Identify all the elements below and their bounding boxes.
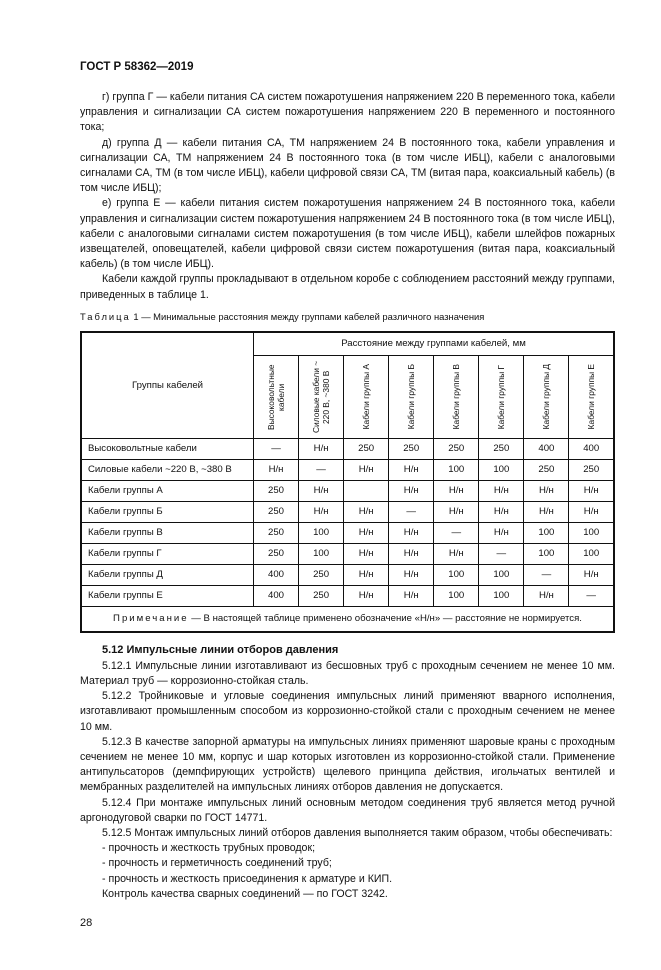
table-cell: 250 [254, 522, 299, 543]
table-row [81, 522, 614, 543]
table-cell: Н/н [479, 501, 524, 522]
row-label: Кабели группы Д [81, 564, 254, 585]
row-label: Кабели группы Б [81, 501, 254, 522]
table-cell: Н/н [569, 564, 614, 585]
table-cell: — [434, 522, 479, 543]
table-cell: Н/н [344, 522, 389, 543]
table-cell: 100 [524, 522, 569, 543]
row-label: Кабели группы Г [81, 543, 254, 564]
row-label: Кабели группы Е [81, 585, 254, 606]
table-cell: Н/н [434, 501, 479, 522]
table-cell: Н/н [344, 543, 389, 564]
paragraph: Кабели каждой группы прокладывают в отдельном коробе с соблюдением расстояний между группами, приведенных в таблице 1. [80, 273, 615, 301]
table-cell: — [389, 501, 434, 522]
table-cell: 250 [524, 459, 569, 480]
col-header [344, 355, 389, 438]
note-row [81, 606, 614, 632]
table-row [81, 564, 614, 585]
table-cell: — [479, 543, 524, 564]
list-item: - прочность и жесткость трубных проводок; [102, 842, 316, 855]
note-text: — В настоящей таблице применено обозначение «Н/н» — расстояние не нормируется. [188, 612, 582, 624]
table-row [81, 459, 614, 480]
table-caption [80, 311, 615, 323]
table-cell: — [299, 459, 344, 480]
table-cell: Н/н [299, 438, 344, 459]
table-cell: 400 [254, 564, 299, 585]
table-cell: Н/н [389, 564, 434, 585]
col-header-label: Кабели группы Д [541, 364, 552, 430]
table-cell: Н/н [389, 522, 434, 543]
table-cell: — [569, 585, 614, 606]
table-cell: Н/н [479, 480, 524, 501]
paragraph: 5.12.3 В качестве запорной арматуры на импульсных линиях применяют шаровые краны с проходным сечением не менее 10 мм, корпус и шар которых изготовлен из коррозионно-стойкой стали. Применение антипульсаторов (демпфирующих устройств) щелевого принципа действия, игольчатых вентилей и мембранных разделителей на импульсных линиях отборов давления не допускается. [80, 735, 615, 794]
table-cell: Н/н [344, 585, 389, 606]
table-cell [344, 480, 389, 501]
table-cell: Н/н [389, 543, 434, 564]
table-cell: Н/н [344, 459, 389, 480]
cable-distance-table [80, 331, 615, 633]
table-cell: Н/н [479, 522, 524, 543]
table-cell: 400 [524, 438, 569, 459]
table-cell: — [254, 438, 299, 459]
table-cell: Н/н [524, 585, 569, 606]
table-cell: Н/н [524, 501, 569, 522]
table-cell: Н/н [299, 480, 344, 501]
col-header [524, 355, 569, 438]
col-header [299, 355, 344, 438]
table-cell: — [524, 564, 569, 585]
row-label: Кабели группы А [81, 480, 254, 501]
paragraph: Контроль качества сварных соединений — по ГОСТ 3242. [102, 887, 388, 900]
paragraph: 5.12.4 При монтаже импульсных линий основным методом соединения труб является метод ручной аргонодуговой сварки по ГОСТ 14771. [80, 796, 615, 824]
row-label: Кабели группы В [81, 522, 254, 543]
section-text [80, 659, 615, 902]
table-cell: 100 [479, 459, 524, 480]
col-header [389, 355, 434, 438]
caption-text: 1 — Минимальные расстояния между группами кабелей различного назначения [130, 310, 485, 322]
table-cell: Н/н [569, 480, 614, 501]
table-cell: 250 [389, 438, 434, 459]
table-cell: Н/н [344, 564, 389, 585]
paragraph: г) группа Г — кабели питания СА систем пожаротушения напряжением 220 В переменного тока, кабели управления и сигнализации СА систем пожаротушения напряжением 220 В переменного и постоянного тока; [80, 91, 615, 134]
col-header-label: Кабели группы Г [496, 364, 507, 429]
table-cell: 250 [299, 564, 344, 585]
span-header: Расстояние между группами кабелей, мм [254, 332, 615, 356]
table-cell: 100 [434, 564, 479, 585]
row-label: Силовые кабели ~220 В, ~380 В [81, 459, 254, 480]
list-item: - прочность и герметичность соединений труб; [102, 857, 332, 870]
table-cell: Н/н [389, 459, 434, 480]
col-header-label: Кабели группы Е [586, 364, 597, 430]
table-cell: Н/н [434, 480, 479, 501]
table-row [81, 480, 614, 501]
caption-prefix: Таблица [80, 310, 131, 322]
table-cell: Н/н [389, 585, 434, 606]
table-cell: 100 [524, 543, 569, 564]
table-cell: 100 [479, 564, 524, 585]
table-cell: 100 [299, 522, 344, 543]
document-header: ГОСТ Р 58362—2019 [80, 61, 194, 73]
note-prefix: Примечание [113, 612, 189, 624]
table-cell: 400 [569, 438, 614, 459]
col-header-label: Кабели группы Б [406, 364, 417, 430]
table-cell: Н/н [299, 501, 344, 522]
paragraph: 5.12.5 Монтаж импульсных линий отборов давления выполняется таким образом, чтобы обеспечивать: [102, 827, 613, 840]
col-header [434, 355, 479, 438]
table-cell: 250 [569, 459, 614, 480]
table-row [81, 438, 614, 459]
page-number: 28 [80, 917, 93, 930]
list-item: - прочность и жесткость присоединения к арматуре и КИП. [102, 872, 393, 885]
document-page [80, 0, 615, 970]
col-header-label: Кабели группы В [451, 364, 462, 430]
table-note [81, 606, 614, 632]
col-header-label: Кабели группы А [361, 364, 372, 430]
paragraph: д) группа Д — кабели питания СА, ТМ напряжением 24 В постоянного тока, кабели управления и сигнализации СА, ТМ напряжением 24 В постоянного тока (в том числе ИБЦ), кабели с аналоговыми сигналами СА, ТМ (в том числе ИБЦ), кабели цифровой связи СА, ТМ (витая пара, коаксиальный кабель) (в том числе ИБЦ); [80, 136, 615, 195]
table-cell: 250 [434, 438, 479, 459]
table-cell: 250 [344, 438, 389, 459]
col-header-label: Высоковольтные кабели [266, 364, 287, 430]
col-header [479, 355, 524, 438]
table-cell: 250 [299, 585, 344, 606]
table-cell: 250 [254, 480, 299, 501]
table-cell: Н/н [344, 501, 389, 522]
table-cell: Н/н [434, 543, 479, 564]
table-cell: 100 [434, 459, 479, 480]
table-cell: Н/н [254, 459, 299, 480]
col-header [569, 355, 614, 438]
table-row [81, 501, 614, 522]
table-cell: 250 [479, 438, 524, 459]
table-cell: 400 [254, 585, 299, 606]
table-cell: 250 [254, 501, 299, 522]
table-cell: 100 [434, 585, 479, 606]
table-cell: 100 [299, 543, 344, 564]
section-title: 5.12 Импульсные линии отборов давления [102, 643, 339, 656]
table-cell: 100 [569, 543, 614, 564]
table-cell: Н/н [524, 480, 569, 501]
table-cell: 100 [569, 522, 614, 543]
col-header [254, 355, 299, 438]
table-cell: 250 [254, 543, 299, 564]
table-cell: Н/н [389, 480, 434, 501]
table-row [81, 543, 614, 564]
table-row [81, 585, 614, 606]
table-cell: 100 [479, 585, 524, 606]
paragraph: е) группа Е — кабели питания систем пожаротушения напряжением 24 В постоянного тока, кабели управления и сигнализации систем пожаротушения напряжением 24 В постоянного тока (в том числе ИБЦ), кабели с аналоговыми сигналами систем пожаротушения (в том числе ИБЦ), кабели шлейфов пожарных извещателей, оповещателей, кабели цифровой связи систем пожаротушения (витая пара, коаксиальный кабель) (в том числе ИБЦ). [80, 197, 615, 271]
intro-text [80, 90, 615, 303]
row-label: Высоковольтные кабели [81, 438, 254, 459]
table-cell: Н/н [569, 501, 614, 522]
col-header-label: Силовые кабели ~ 220 В, ~380 В [311, 360, 332, 433]
col-header-groups: Группы кабелей [81, 332, 254, 439]
paragraph: 5.12.1 Импульсные линии изготавливают из бесшовных труб с проходным сечением не менее 10 мм. Материал труб — коррозионно-стойкая сталь. [80, 659, 615, 688]
paragraph: 5.12.2 Тройниковые и угловые соединения импульсных линий применяют вварного исполнения, изготавливают промышленным способом из коррозионно-стойкой стали с проходным сечением не менее 10 мм. [80, 690, 615, 733]
